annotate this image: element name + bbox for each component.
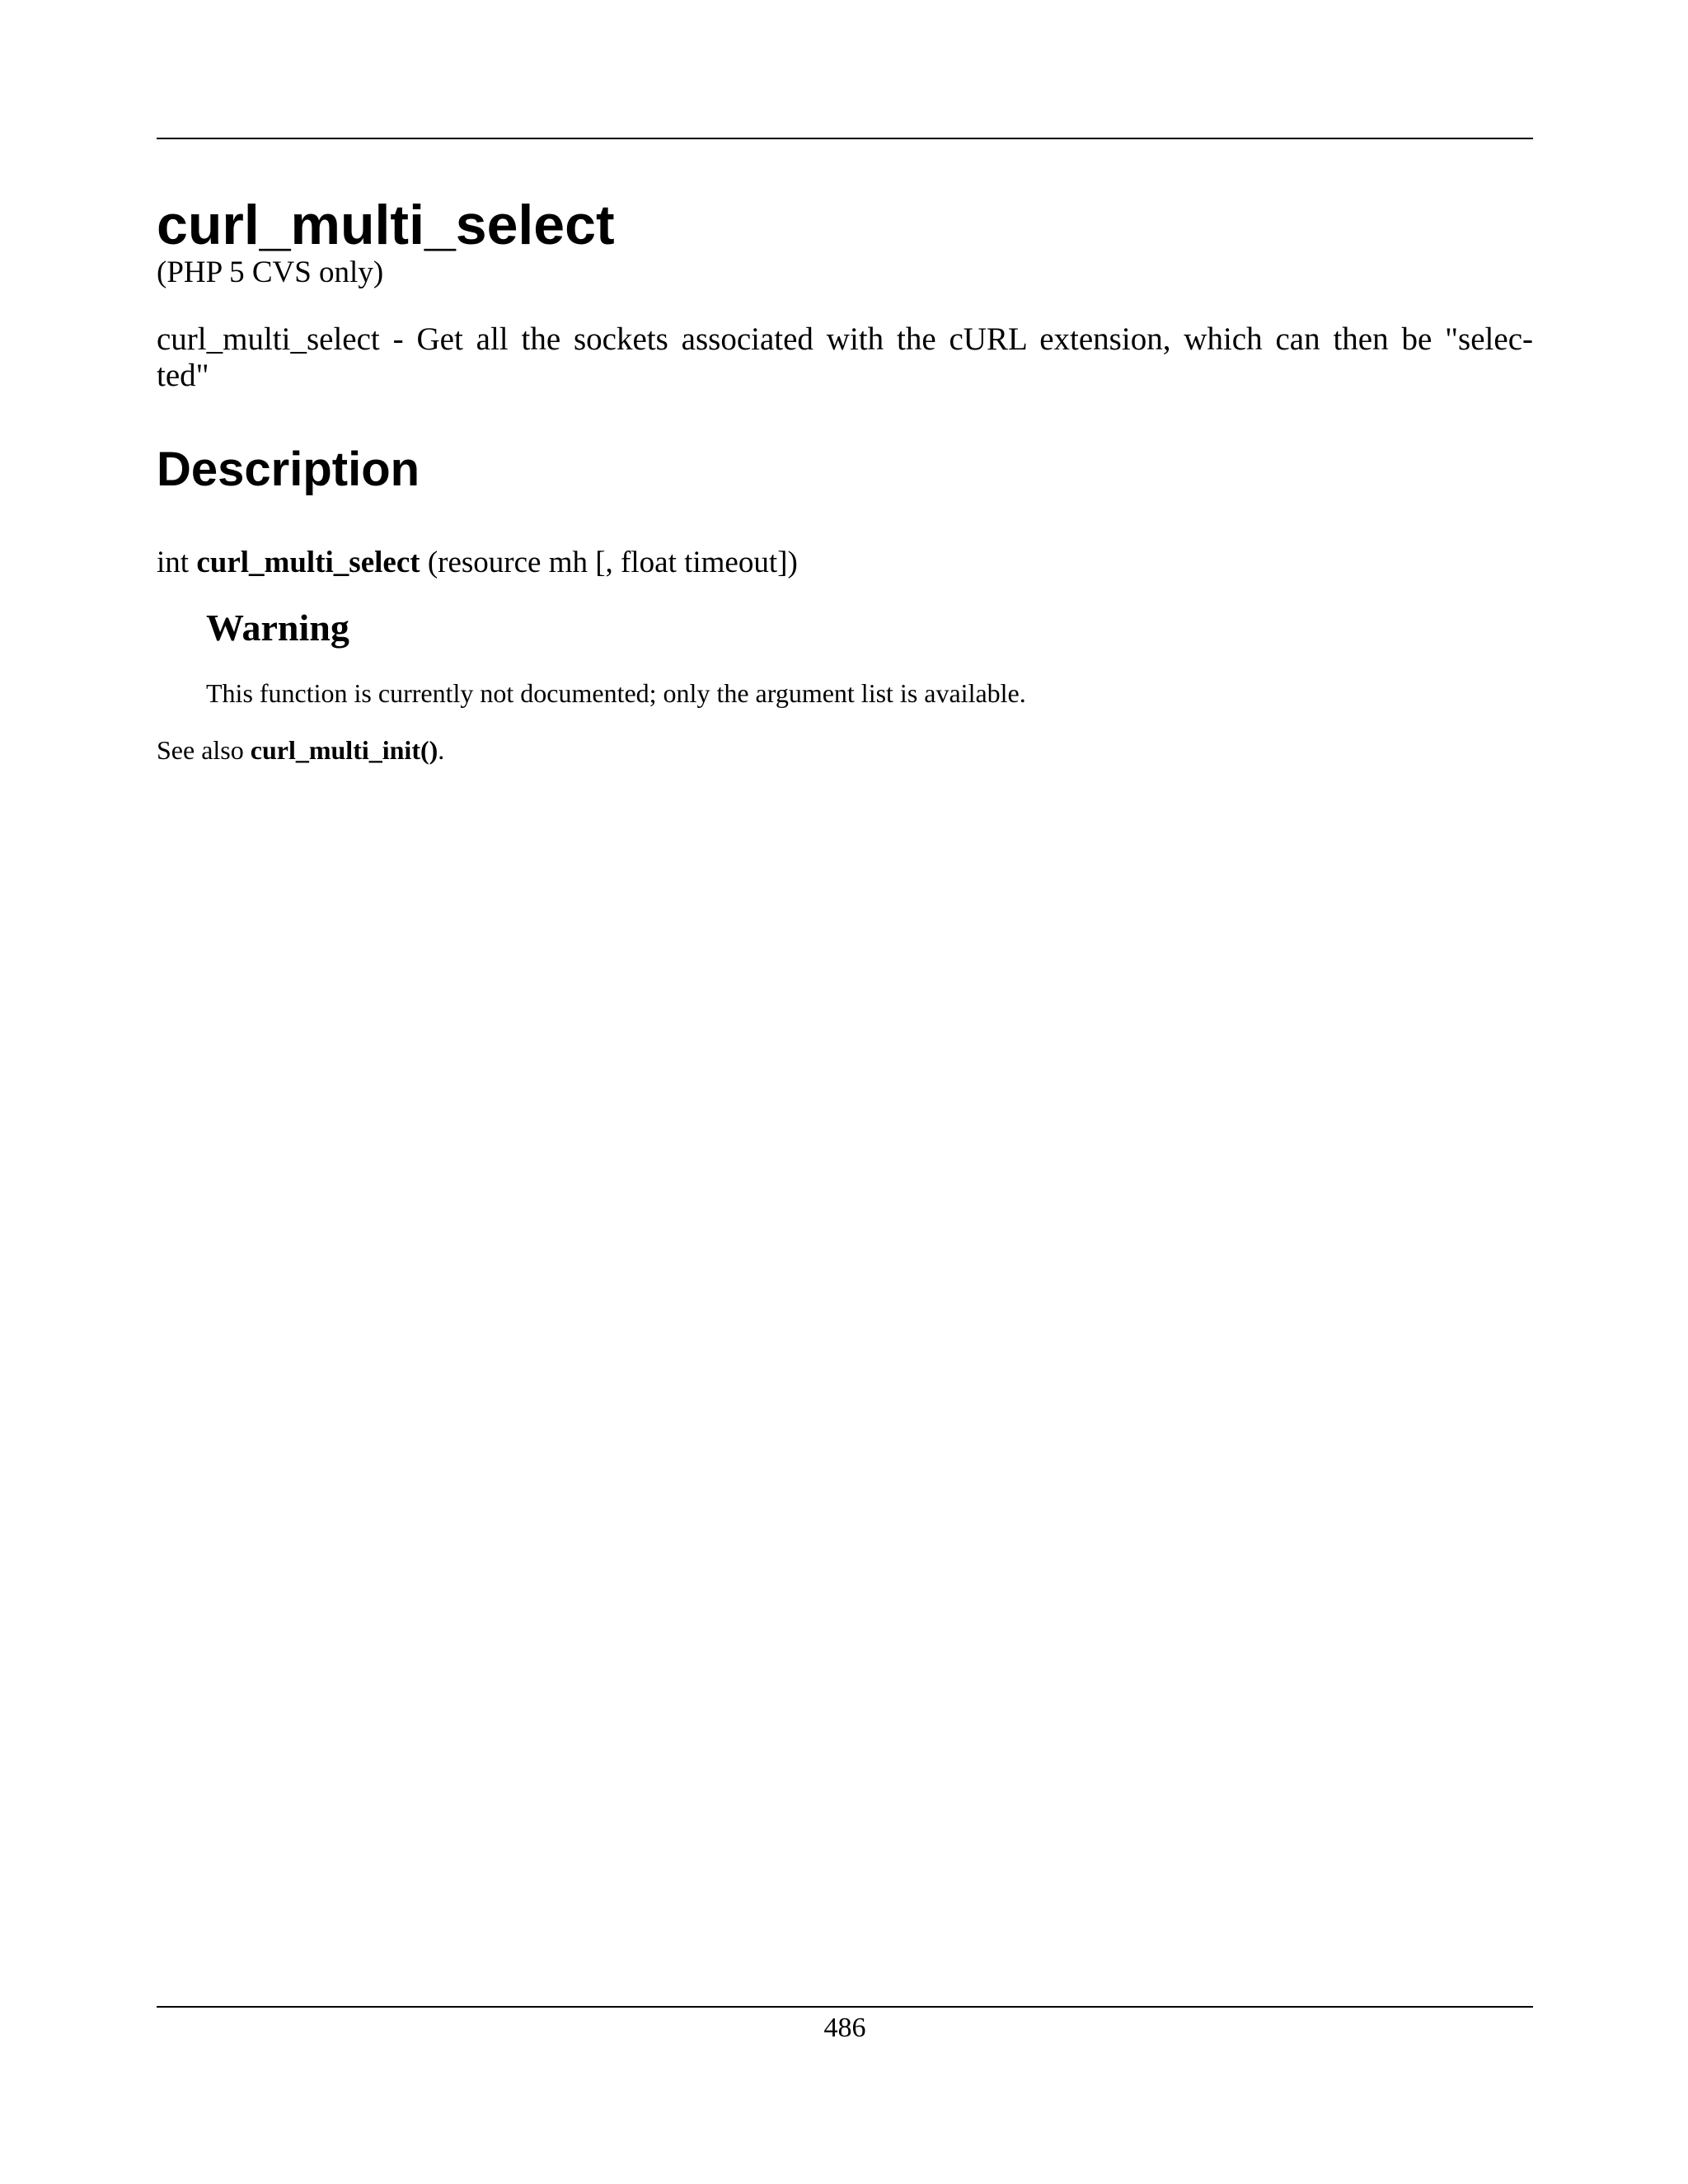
purpose-line-2: ted": [157, 358, 209, 393]
version-info: (PHP 5 CVS only): [157, 255, 384, 289]
see-also-prefix: See also: [157, 735, 251, 765]
see-also-link[interactable]: curl_multi_init(): [250, 735, 438, 765]
page-title: curl_multi_select: [157, 194, 615, 256]
function-params: (resource mh [, float timeout]): [420, 546, 798, 579]
see-also: [157, 732, 444, 768]
warning-heading: Warning: [206, 607, 349, 649]
section-heading-description: Description: [157, 443, 420, 496]
page-number: 486: [823, 2013, 866, 2043]
function-name: curl_multi_select: [196, 546, 420, 579]
header-rule: [157, 138, 1533, 139]
return-type: int: [157, 546, 197, 579]
see-also-suffix: .: [438, 735, 445, 765]
purpose-line-1: curl_multi_select - Get all the sockets associated with the cURL extension, which can then be "selec-: [157, 321, 1533, 357]
footer-rule: [157, 2006, 1533, 2008]
warning-text: This function is currently not documented; only the argument list is available.: [206, 678, 1026, 708]
function-purpose: [157, 321, 1533, 394]
function-synopsis: [157, 542, 798, 583]
